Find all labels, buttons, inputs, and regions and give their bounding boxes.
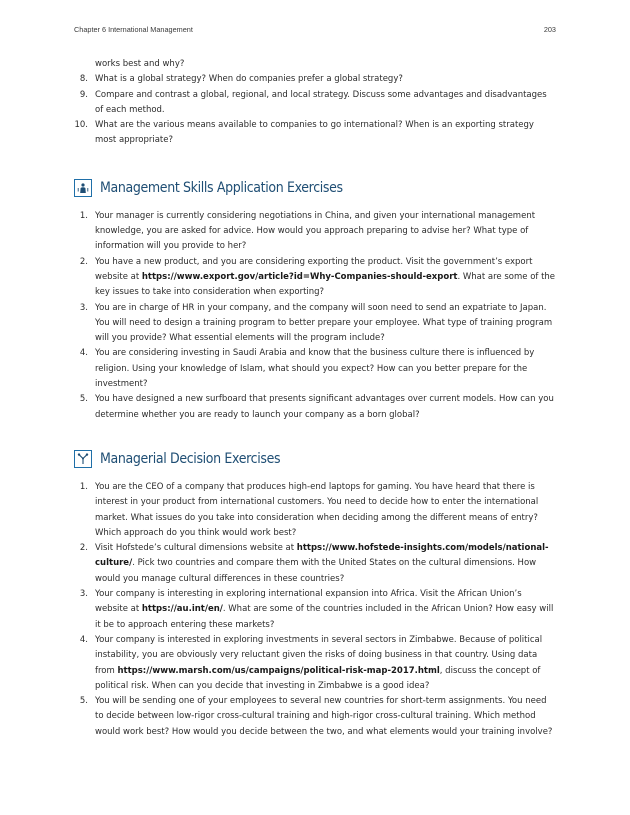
hofstede-link[interactable]: https://www.hofstede-insights.com/models/national-culture/ — [95, 543, 549, 569]
item-text — [95, 480, 556, 541]
marsh-link[interactable]: https://www.marsh.com/us/campaigns/political-risk-map-2017.html — [117, 665, 440, 676]
item-number: 9. — [79, 89, 88, 100]
item-text — [95, 301, 556, 347]
item-number: 5. — [79, 696, 88, 707]
item-number: 5. — [79, 394, 88, 405]
item-text-part: . What are some of the countries included in the African Union? How easy will it be to approach entering these markets? — [95, 604, 554, 630]
review-questions-list — [74, 72, 556, 148]
item-number: 4. — [79, 348, 88, 359]
item-text-part: Visit Hofstede’s cultural dimensions website at — [95, 543, 297, 554]
exercise-list — [74, 209, 556, 423]
item-number: 2. — [79, 256, 88, 267]
section-title: Management Skills Application Exercises — [100, 179, 343, 196]
list-item — [74, 694, 556, 740]
section-title: Managerial Decision Exercises — [100, 450, 281, 467]
item-text-part: You are the CEO of a company that produces high-end laptops for gaming. You have heard that there is interest in your product from international customers. You need to decide how to enter the international market. What issues do you take into consideration when deciding among the different means of entry? Which approach do you think would work best? — [95, 481, 539, 538]
exercise-list — [74, 480, 556, 740]
continued-text: works best and why? — [95, 59, 185, 69]
export-gov-link[interactable]: https://www.export.gov/article?id=Why-Companies-should-export — [141, 271, 458, 282]
item-number: 3. — [79, 302, 88, 313]
list-item — [74, 301, 556, 347]
item-number: 2. — [79, 543, 88, 554]
item-text — [95, 255, 556, 301]
page-number: 203 — [543, 25, 556, 34]
section-heading — [74, 177, 556, 199]
item-text — [95, 392, 556, 423]
item-text-part: You will be sending one of your employees to several new countries for short-term assignments. You need to decide between low-rigor cross-cultural training and high-rigor cross-cultural training. Which method would work best? How would you decide between the two, and what elements would your training involve? — [95, 696, 553, 737]
item-text-part: Your company is interested in exploring investments in several sectors in Zimbabwe. Because of political instability, you are obviously very reluctant given the risks of doing business in that country. Using data from — [95, 634, 543, 676]
item-text — [95, 694, 556, 740]
list-item — [74, 392, 556, 423]
item-text-part: Your company is interesting in exploring international expansion into Africa. Visit the African Union’s website at — [95, 589, 522, 615]
decision-branch-icon — [74, 450, 92, 468]
item-text — [95, 346, 556, 392]
item-text-part: You have designed a new surfboard that presents significant advantages over current models. How can you determine whether you are ready to launch your company as a born global? — [95, 394, 554, 420]
item-text-part: You have a new product, and you are considering exporting the product. Visit the government’s export website at — [95, 256, 533, 282]
management-skills-section — [74, 177, 556, 423]
african-union-link[interactable]: https://au.int/en/ — [141, 604, 223, 615]
list-item — [74, 480, 556, 541]
item-text-part: You are considering investing in Saudi Arabia and know that the business culture there is influenced by religion. Using your knowledge of Islam, what should you expect? How can you better prepare for the investment? — [95, 348, 535, 390]
item-text — [95, 633, 556, 694]
item-text: What are the various means available to companies to go international? When is an exporting strategy most appropriate? — [95, 120, 534, 146]
item-number: 10. — [74, 120, 88, 131]
item-number: 3. — [79, 589, 88, 600]
item-text-part: You are in charge of HR in your company, and the company will soon need to send an expatriate to Japan. You will need to design a training program to better prepare your employee. What type of training program will you provide? What essential elements will the program include? — [95, 302, 553, 344]
item-text-part: . Pick two countries and compare them with the United States on the cultural dimensions. How would you manage cultural differences in these countries? — [95, 558, 537, 584]
section-heading — [74, 448, 556, 470]
managerial-decision-section — [74, 448, 556, 740]
item-text-part: Your manager is currently considering negotiations in China, and given your international management knowledge, you are asked for advice. How would you approach preparing to advise her? What type of information will you provide to her? — [95, 210, 536, 252]
item-number: 1. — [79, 210, 88, 221]
list-item — [74, 587, 556, 633]
list-item — [74, 88, 556, 119]
person-skills-icon — [74, 179, 92, 197]
list-item — [74, 118, 556, 149]
item-number: 1. — [79, 481, 88, 492]
item-number: 4. — [79, 634, 88, 645]
chapter-title: Chapter 6 International Management — [74, 25, 193, 34]
item-text-part: . What are some of the key issues to take into consideration when exporting? — [95, 271, 556, 298]
item-text — [95, 209, 556, 255]
item-number: 8. — [79, 74, 88, 85]
item-text: What is a global strategy? When do companies prefer a global strategy? — [95, 74, 403, 85]
item-text — [95, 587, 556, 633]
list-item — [74, 255, 556, 301]
list-item — [74, 541, 556, 587]
list-item — [74, 72, 556, 87]
page-header — [74, 25, 556, 37]
list-item — [74, 346, 556, 392]
page-content — [74, 54, 556, 740]
item-text — [95, 541, 556, 587]
list-item — [74, 633, 556, 694]
item-text: Compare and contrast a global, regional, and local strategy. Discuss some advantages and disadvantages of each method. — [95, 89, 547, 115]
list-item — [74, 209, 556, 255]
item-text-part: , discuss the concept of political risk. When can you decide that investing in Zimbabwe is a good idea? — [95, 665, 541, 691]
